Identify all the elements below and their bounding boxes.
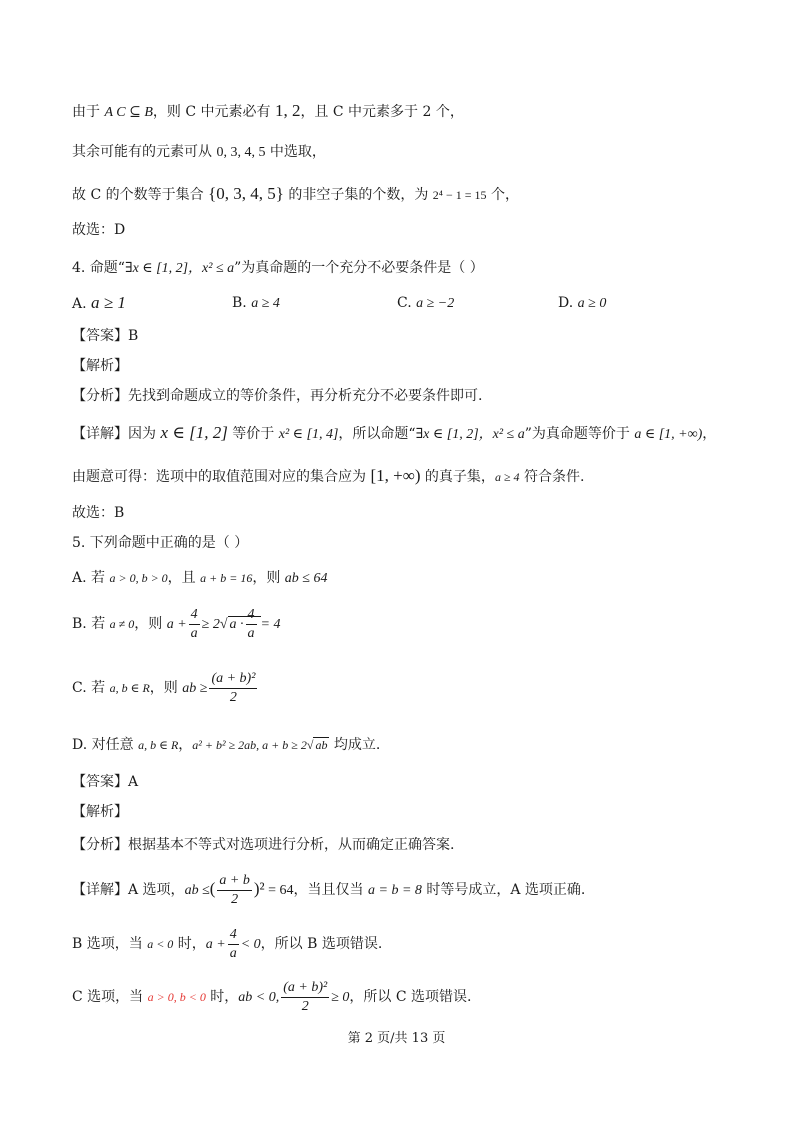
math-expr: a + — [205, 937, 226, 952]
text: 均成立. — [329, 737, 381, 753]
math-expr: ∃x ∈ [1, 2]，x² ≤ a — [415, 427, 525, 442]
text: ，则 C 中元素必有 — [152, 104, 275, 120]
math-expr: a > 0, b < 0 — [147, 990, 206, 1004]
math-expr: = 64 — [264, 883, 294, 898]
option-c — [72, 668, 259, 709]
text: D. 对任意 — [72, 737, 139, 753]
text: ，则 — [134, 616, 167, 632]
text: ，且 — [167, 570, 201, 586]
numerator: 4 — [246, 606, 257, 625]
text: ，且 C 中元素多于 2 个， — [300, 104, 464, 120]
explanation-label: 【解析】 — [72, 804, 128, 820]
answer-label: 【答案】A — [72, 774, 139, 790]
sqrt-sign: √ — [219, 617, 228, 632]
math-expr: a ≥ 4 — [251, 296, 280, 311]
math-expr: [1, +∞) — [370, 466, 421, 485]
paren: )² — [253, 879, 265, 898]
fraction — [189, 606, 200, 643]
text: ，所以 B 选项错误. — [260, 936, 383, 952]
math-expr: a² + b² ≥ 2ab, a + b ≥ 2 — [192, 738, 307, 752]
math-expr: ab ≤ 64 — [284, 571, 328, 586]
math-expr: 2⁴ − 1 = 15 — [432, 188, 487, 202]
text: ”为真命题的一个充分不必要条件是（ ） — [234, 260, 484, 276]
detail-a — [72, 864, 585, 916]
math-expr: x² ∈ [1, 4] — [278, 427, 339, 442]
math-expr: a ≠ 0 — [109, 617, 135, 631]
text: 【详解】A 选项， — [72, 882, 185, 898]
text: A. 若 — [72, 570, 110, 586]
math-expr: ∃x ∈ [1, 2]，x² ≤ a — [124, 261, 235, 276]
option-a — [72, 293, 126, 314]
question-4-stem — [72, 258, 484, 279]
option-b — [72, 604, 280, 645]
math-expr: a < 0 — [147, 937, 174, 951]
text: 其余可能有的元素可从 — [72, 144, 217, 160]
analysis-text: 【分析】根据基本不等式对选项进行分析，从而确定正确答案. — [72, 837, 455, 853]
answer-label: 【答案】B — [72, 328, 139, 344]
math-expr: a, b ∈ R — [109, 681, 150, 695]
text: 等价于 — [227, 426, 279, 442]
math-expr: a ≥ 0 — [577, 296, 607, 311]
text: 中选取， — [265, 144, 326, 160]
numerator: a + b — [217, 872, 251, 891]
detail-b — [72, 922, 382, 967]
fraction — [217, 872, 251, 909]
text-line-1 — [72, 101, 464, 123]
math-expr: x ∈ [1, 2] — [160, 423, 228, 442]
text: 时， — [173, 936, 206, 952]
math-expr: a ≥ 1 — [91, 293, 126, 312]
math-expr: a · — [229, 617, 244, 632]
text: 的真子集， — [420, 469, 495, 485]
sqrt-content — [228, 607, 261, 642]
text: C 选项，当 — [72, 989, 148, 1005]
text: ，所以命题“ — [338, 426, 416, 442]
text-line-2 — [72, 142, 326, 163]
math-expr: ab < 0, — [238, 990, 280, 1005]
option-a — [72, 568, 327, 589]
option-d — [558, 293, 606, 314]
analysis-text: 【分析】先找到命题成立的等价条件，再分析充分不必要条件即可. — [72, 388, 483, 404]
text: 由题意可得：选项中的取值范围对应的集合应为 — [72, 469, 371, 485]
text: ， — [178, 737, 193, 753]
fraction — [246, 606, 257, 643]
sqrt-sign: √ — [306, 738, 314, 752]
math-expr: ≥ 2 — [201, 617, 220, 632]
question-5-stem: 5. 下列命题中正确的是（ ） — [72, 535, 249, 551]
numerator: (a + b)² — [209, 670, 257, 689]
text: B. 若 — [72, 616, 110, 632]
math-expr: a > 0, b > 0 — [109, 571, 168, 585]
text: ， — [702, 426, 717, 442]
text: 由于 — [72, 104, 105, 120]
math-expr: 1, 2 — [274, 101, 301, 120]
math-expr: a = b = 8 — [368, 883, 422, 898]
text: B 选项，当 — [72, 936, 148, 952]
denominator: a — [229, 945, 237, 961]
detail-c — [72, 975, 471, 1020]
text: 符合条件. — [519, 469, 585, 485]
math-expr: = 4 — [260, 617, 281, 632]
option-c — [397, 293, 454, 314]
option-label: A. — [72, 296, 87, 312]
conclusion-text: 故选：B — [72, 505, 125, 521]
numerator: (a + b)² — [281, 979, 329, 998]
explanation-label: 【解析】 — [72, 358, 128, 374]
page-footer: 第 2 页/共 13 页 — [347, 1031, 446, 1046]
math-expr: 0, 3, 4, 5 — [216, 145, 266, 160]
math-expr: ab ≤ — [184, 883, 210, 898]
math-expr: a, b ∈ R — [138, 738, 179, 752]
text: C. 若 — [72, 680, 110, 696]
math-expr: a ∈ [1, +∞) — [634, 427, 703, 442]
numerator: 4 — [228, 926, 239, 945]
math-expr: ab — [315, 738, 328, 752]
fraction — [209, 670, 257, 707]
text: 时等号成立，A 选项正确. — [421, 882, 586, 898]
detail-text-2 — [72, 466, 584, 487]
denominator: 2 — [301, 998, 309, 1014]
text: 【详解】因为 — [72, 426, 161, 442]
fraction — [281, 979, 329, 1016]
text: 故 C 的个数等于集合 — [72, 187, 209, 203]
text: 4. 命题“ — [72, 260, 125, 276]
detail-text — [72, 423, 716, 445]
denominator: a — [247, 626, 255, 642]
text-line-4: 故选：D — [72, 222, 126, 238]
math-expr: < 0 — [240, 937, 261, 952]
option-d — [72, 735, 380, 755]
denominator: 2 — [231, 891, 239, 907]
denominator: a — [190, 625, 198, 641]
text: ，则 — [149, 680, 183, 696]
math-expr: A C ⊆ B — [104, 105, 153, 120]
text: 的非空子集的个数，为 — [283, 187, 433, 203]
option-label: C. — [397, 295, 412, 311]
option-label: D. — [558, 295, 574, 311]
math-expr: a + b = 16 — [200, 571, 253, 585]
fraction — [228, 926, 239, 963]
text: ，所以 C 选项错误. — [349, 989, 472, 1005]
math-expr: {0, 3, 4, 5} — [208, 184, 284, 203]
math-expr: ≥ 0 — [331, 990, 350, 1005]
text: ，当且仅当 — [293, 882, 368, 898]
numerator: 4 — [189, 606, 200, 625]
math-expr: a + — [166, 617, 187, 632]
paren: ( — [209, 879, 216, 898]
denominator: 2 — [229, 689, 237, 705]
text: ”为真命题等价于 — [524, 426, 635, 442]
math-expr: ab ≥ — [182, 681, 208, 696]
option-b — [232, 293, 280, 314]
question-4-options — [72, 293, 722, 313]
text-line-3 — [72, 184, 519, 205]
math-expr: a ≥ −2 — [416, 296, 455, 311]
text: ，则 — [252, 570, 285, 586]
option-label: B. — [232, 295, 247, 311]
text: 时， — [205, 989, 239, 1005]
math-expr: a ≥ 4 — [494, 470, 520, 484]
text: 个， — [486, 187, 519, 203]
